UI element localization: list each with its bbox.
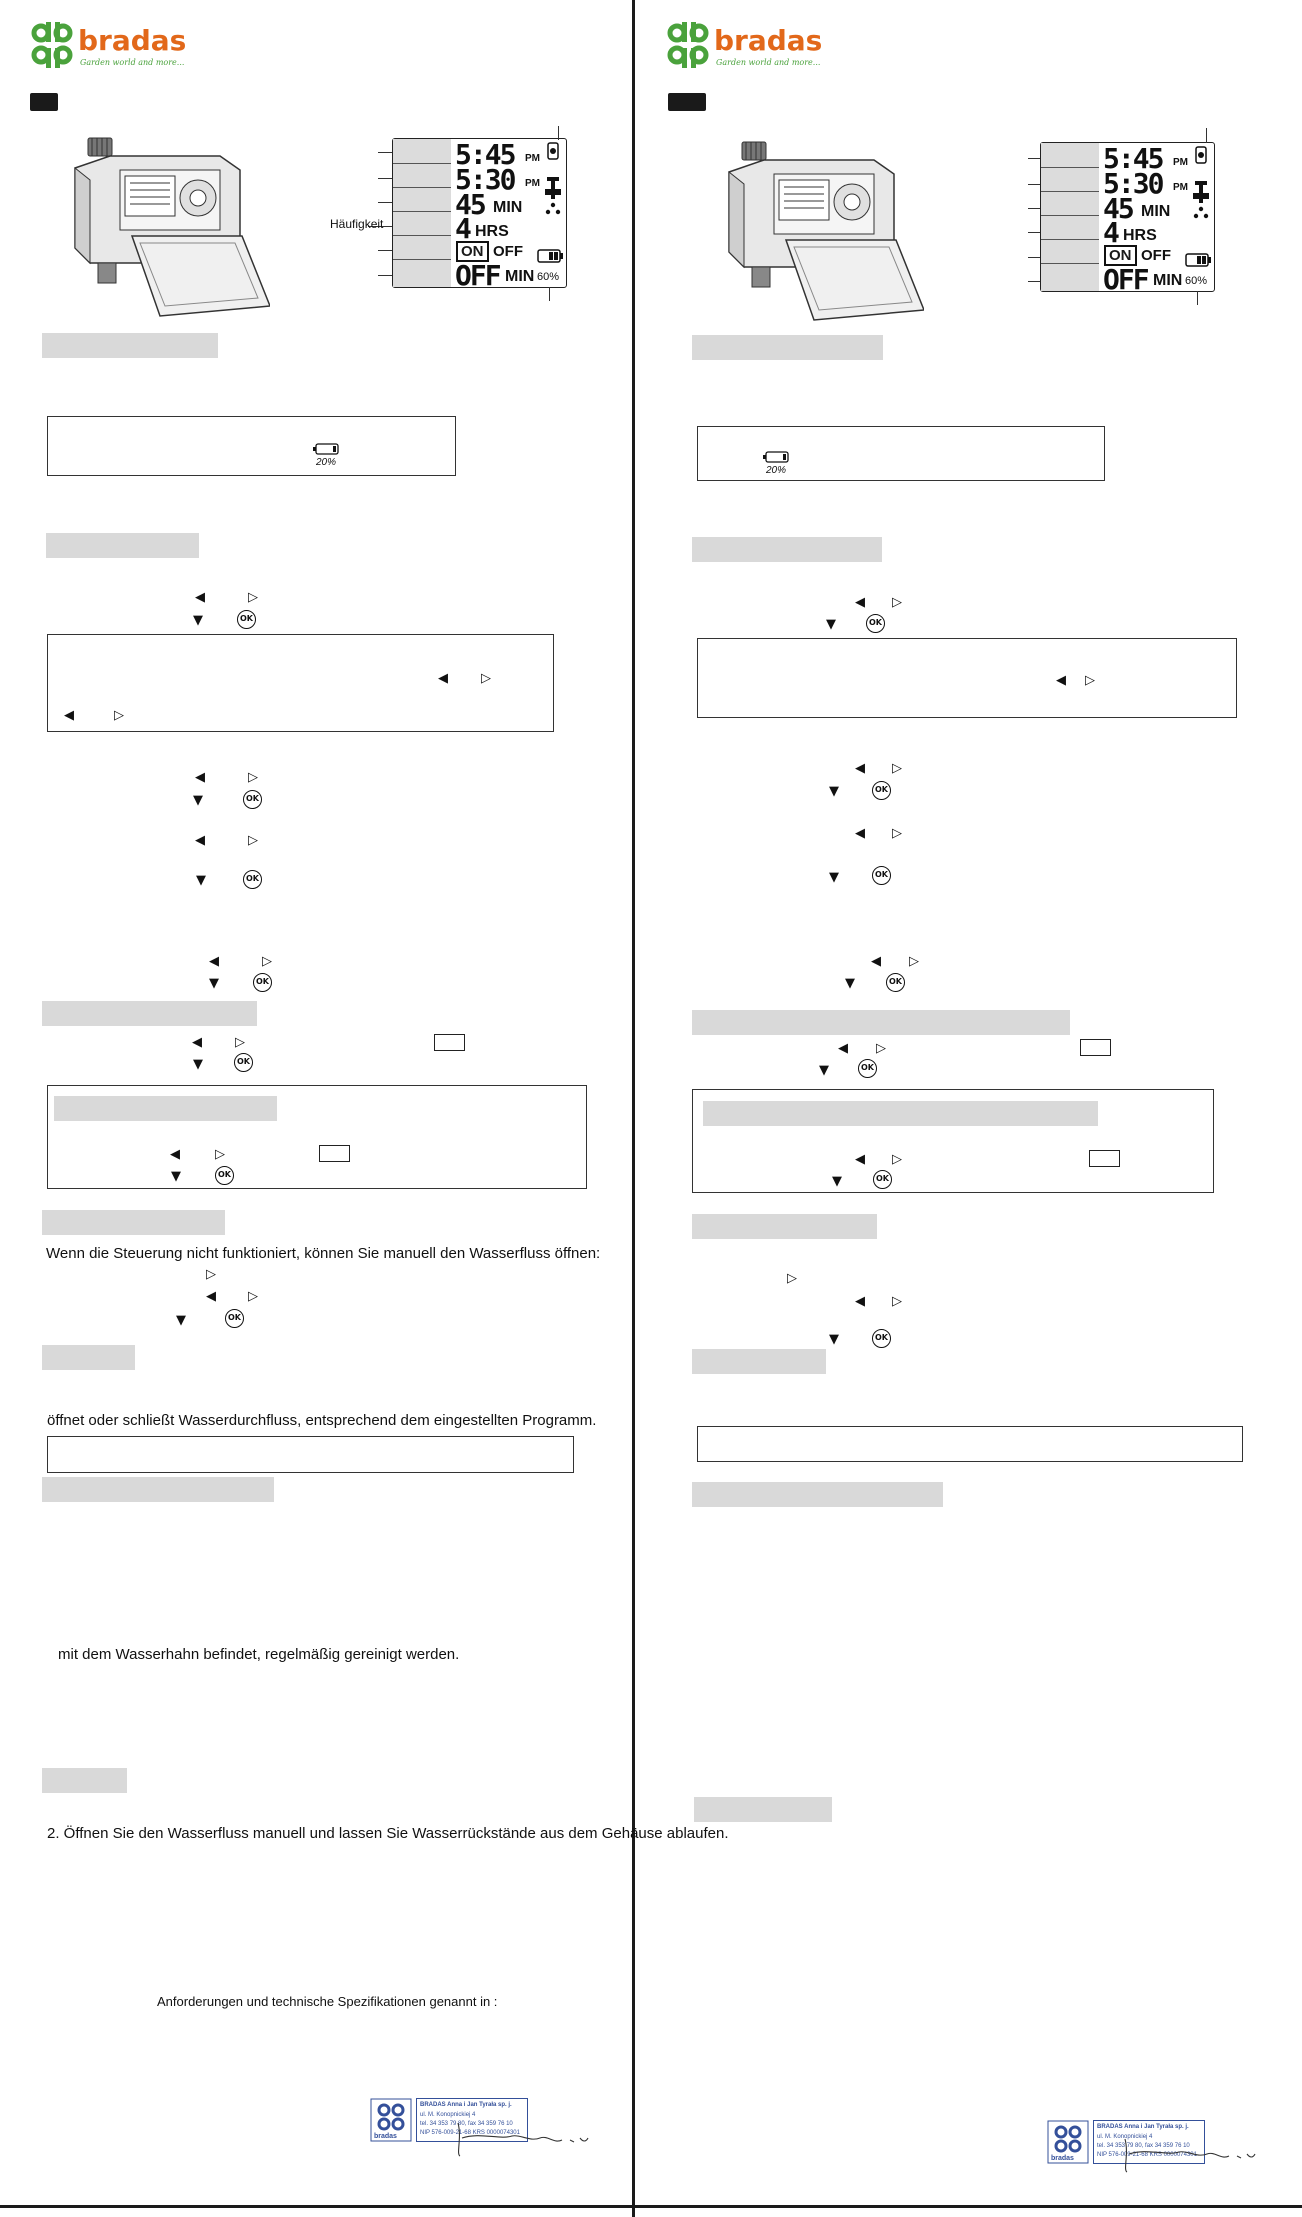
lcd-on-indicator: ON: [456, 241, 489, 262]
lcd-duration: 45: [1103, 192, 1133, 225]
down-arrow-icon: ▼: [196, 873, 206, 888]
down-arrow-icon: ▼: [193, 793, 203, 808]
left-arrow-icon: ◀: [1056, 673, 1066, 688]
indicator-box: [319, 1145, 350, 1162]
indicator-box: [1080, 1039, 1111, 1056]
ok-button-icon: OK: [886, 973, 905, 992]
note-frame: [47, 1085, 587, 1189]
lcd-duration: 45: [455, 188, 485, 221]
ok-button-icon: OK: [237, 610, 256, 629]
left-arrow-icon: ◀: [192, 1035, 202, 1050]
brand-logo-left: [30, 22, 200, 72]
ok-button-icon: OK: [872, 1329, 891, 1348]
section-header: [42, 333, 218, 358]
lcd-label-column: [1041, 143, 1099, 291]
lcd-rain-delay: OFF: [455, 259, 500, 292]
ok-button-icon: OK: [872, 781, 891, 800]
note-frame: [692, 1089, 1214, 1193]
left-arrow-icon: ◀: [209, 954, 219, 969]
right-arrow-icon: ▷: [262, 954, 272, 969]
left-arrow-icon: ◀: [855, 595, 865, 610]
down-arrow-icon: ▼: [832, 1174, 842, 1189]
down-arrow-icon: ▼: [829, 784, 839, 799]
down-arrow-icon: ▼: [171, 1169, 181, 1184]
right-arrow-icon: ▷: [892, 1294, 902, 1309]
battery-icon: [537, 249, 563, 263]
down-arrow-icon: ▼: [829, 870, 839, 885]
left-arrow-icon: ◀: [438, 671, 448, 686]
left-arrow-icon: ◀: [855, 1152, 865, 1167]
left-arrow-icon: ◀: [64, 708, 74, 723]
lcd-rain-delay: OFF: [1103, 263, 1148, 296]
section-header: [42, 1477, 274, 1502]
sensor-icon: [543, 141, 563, 161]
sensor-icon: [1191, 145, 1211, 165]
left-arrow-icon: ◀: [855, 761, 865, 776]
winter-text: 2. Öffnen Sie den Wasserfluss manuell und lassen Sie Wasserrückstände aus dem Gehäuse ablaufen.: [47, 1825, 729, 1842]
ok-button-icon: OK: [234, 1053, 253, 1072]
lcd-time2: 5:30: [1103, 167, 1163, 200]
brand-tagline: Garden world and more...: [716, 58, 821, 67]
note-frame: [47, 1436, 574, 1473]
brand-tagline: Garden world and more...: [80, 58, 185, 67]
manual-intro-text: Wenn die Steuerung nicht funktioniert, können Sie manuell den Wasserfluss öffnen:: [46, 1245, 601, 1262]
ok-button-icon: OK: [225, 1309, 244, 1328]
battery-low-percent: 20%: [316, 457, 337, 468]
battery-low-percent: 20%: [766, 465, 787, 476]
lcd-off-label: OFF: [1141, 247, 1171, 264]
bradas-logo-icon: [666, 22, 712, 68]
section-header: [42, 1001, 257, 1026]
water-timer-illustration: [724, 132, 924, 322]
section-header: [692, 1482, 943, 1507]
left-arrow-icon: ◀: [195, 833, 205, 848]
language-badge: [30, 93, 58, 111]
language-badge: [668, 93, 706, 111]
right-arrow-icon: ▷: [248, 1289, 258, 1304]
down-arrow-icon: ▼: [193, 613, 203, 628]
lcd-off-label: OFF: [493, 243, 523, 260]
signature-icon: [450, 2118, 600, 2158]
right-arrow-icon: ▷: [215, 1147, 225, 1162]
declaration-text: Anforderungen und technische Spezifikationen genannt in :: [157, 1994, 498, 2009]
down-arrow-icon: ▼: [176, 1313, 186, 1328]
ok-button-icon: OK: [873, 1170, 892, 1189]
battery-low-icon: [313, 443, 339, 455]
ok-button-icon: OK: [215, 1166, 234, 1185]
right-arrow-icon: ▷: [892, 595, 902, 610]
ok-button-icon: OK: [872, 866, 891, 885]
battery-low-icon: [763, 451, 789, 463]
down-arrow-icon: ▼: [209, 976, 219, 991]
right-arrow-icon: ▷: [114, 708, 124, 723]
bradas-logo-icon: [30, 22, 76, 68]
note-frame: [697, 1426, 1243, 1462]
right-arrow-icon: ▷: [206, 1267, 216, 1282]
left-arrow-icon: ◀: [170, 1147, 180, 1162]
right-arrow-icon: ▷: [892, 761, 902, 776]
down-arrow-icon: ▼: [829, 1332, 839, 1347]
section-header: [54, 1096, 277, 1121]
ok-button-icon: OK: [253, 973, 272, 992]
indicator-box: [1089, 1150, 1120, 1167]
section-header: [46, 533, 199, 558]
down-arrow-icon: ▼: [826, 617, 836, 632]
section-header: [703, 1101, 1098, 1126]
right-arrow-icon: ▷: [909, 954, 919, 969]
section-header: [42, 1210, 225, 1235]
faucet-drops-icon: [1189, 181, 1213, 221]
lcd-label-column: [393, 139, 451, 287]
lcd-time1: 5:45: [455, 138, 515, 171]
note-frame: [697, 638, 1237, 718]
left-arrow-icon: ◀: [871, 954, 881, 969]
lcd-battery-percent: 60%: [537, 271, 560, 283]
right-arrow-icon: ▷: [481, 671, 491, 686]
brand-name: bradas: [714, 24, 823, 57]
section-header: [694, 1797, 832, 1822]
battery-icon: [1185, 253, 1211, 267]
right-arrow-icon: ▷: [892, 826, 902, 841]
section-header: [692, 1214, 877, 1239]
ok-button-icon: OK: [243, 790, 262, 809]
left-arrow-icon: ◀: [195, 770, 205, 785]
lcd-display-left: 5:45 PM 5:30 PM 45 MIN 4 HRS ON OFF OFF MIN 60%: [392, 138, 567, 288]
note-frame: [47, 634, 554, 732]
battery-note-frame: [47, 416, 456, 476]
right-arrow-icon: ▷: [235, 1035, 245, 1050]
ok-button-icon: OK: [243, 870, 262, 889]
lcd-frequency: 4: [455, 212, 470, 245]
bottom-rule: [0, 2205, 1302, 2208]
left-arrow-icon: ◀: [855, 826, 865, 841]
ok-button-icon: OK: [866, 614, 885, 633]
indicator-box: [434, 1034, 465, 1051]
company-stamp-left: bradas BRADAS Anna i Jan Tyrała sp. j. ul. M. Konopnickiej 4 tel. 34 353 79 80, fax 34 359 76 10 NIP 576-009-21-68 KRS 0000074301: [370, 2098, 600, 2158]
section-header: [692, 537, 882, 562]
section-header: [692, 335, 883, 360]
right-arrow-icon: ▷: [1085, 673, 1095, 688]
column-divider: [632, 0, 635, 2217]
left-arrow-icon: ◀: [195, 590, 205, 605]
right-arrow-icon: ▷: [248, 590, 258, 605]
left-arrow-icon: ◀: [206, 1289, 216, 1304]
right-arrow-icon: ▷: [876, 1041, 886, 1056]
brand-logo-right: [666, 22, 836, 72]
right-arrow-icon: ▷: [248, 833, 258, 848]
right-arrow-icon: ▷: [892, 1152, 902, 1167]
down-arrow-icon: ▼: [845, 976, 855, 991]
right-arrow-icon: ▷: [787, 1271, 797, 1286]
battery-note-frame: [697, 426, 1105, 481]
faucet-drops-icon: [541, 177, 565, 217]
left-arrow-icon: ◀: [855, 1294, 865, 1309]
section-header: [692, 1010, 1070, 1035]
signature-icon: [1117, 2134, 1267, 2174]
section-header: [42, 1768, 127, 1793]
frequency-label: Häufigkeit: [330, 217, 384, 231]
left-arrow-icon: ◀: [838, 1041, 848, 1056]
down-arrow-icon: ▼: [819, 1063, 829, 1078]
brand-name: bradas: [78, 24, 187, 57]
ok-button-icon: OK: [858, 1059, 877, 1078]
lcd-time2: 5:30: [455, 163, 515, 196]
section-header: [42, 1345, 135, 1370]
right-arrow-icon: ▷: [248, 770, 258, 785]
down-arrow-icon: ▼: [193, 1057, 203, 1072]
lcd-on-indicator: ON: [1104, 245, 1137, 266]
maintenance-text: mit dem Wasserhahn befindet, regelmäßig gereinigt werden.: [58, 1646, 460, 1663]
water-timer-illustration: [70, 128, 270, 318]
company-stamp-right: bradas BRADAS Anna i Jan Tyrała sp. j. ul. M. Konopnickiej 4 tel. 34 353 79 80, fax 34 359 76 10 NIP 576-009-21-68 KRS 0000074301: [1047, 2120, 1277, 2180]
lcd-display-right: 5:45 PM 5:30 PM 45 MIN 4 HRS ON OFF OFF MIN 60%: [1040, 142, 1215, 292]
lcd-time1: 5:45: [1103, 142, 1163, 175]
lcd-frequency: 4: [1103, 216, 1118, 249]
lcd-battery-percent: 60%: [1185, 275, 1208, 287]
program-text: öffnet oder schließt Wasserdurchfluss, entsprechend dem eingestellten Programm.: [47, 1412, 597, 1429]
section-header: [692, 1349, 826, 1374]
